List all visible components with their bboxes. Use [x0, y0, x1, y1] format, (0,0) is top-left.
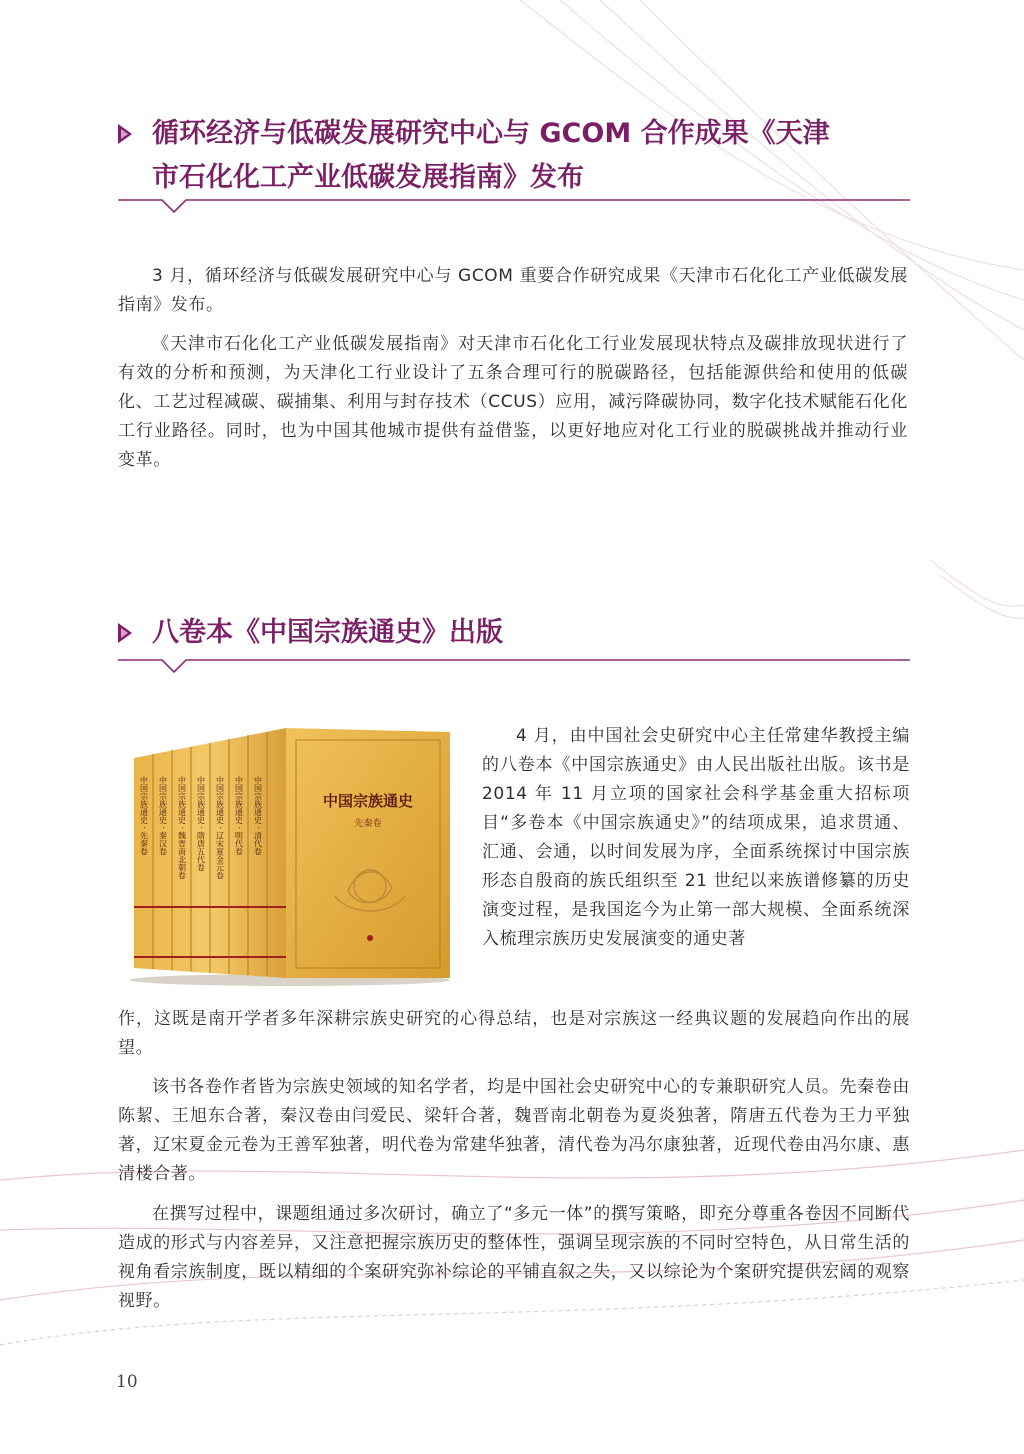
book-spine-label: 中国宗族通史 · 明代卷 [234, 776, 244, 856]
book-spine-label: 中国宗族通史 · 清代卷 [253, 776, 263, 856]
section1-title-line2: 市石化化工产业低碳发展指南》发布 [152, 162, 584, 193]
book-spine-label: 中国宗族通史 · 先秦卷 [139, 776, 149, 856]
book-spine-label: 中国宗族通史 · 魏晋南北朝卷 [177, 776, 187, 880]
section1-title-line1: 循环经济与低碳发展研究中心与 GCOM 合作成果《天津 [152, 118, 830, 149]
play-marker-icon [118, 124, 134, 144]
book-cover-title: 中国宗族通史 [322, 792, 414, 810]
section2-intro-continued: 作，这既是南开学者多年深耕宗族史研究的心得总结，也是对宗族这一经典议题的发展趋向作出的展望。 [118, 1009, 910, 1058]
book-spine-label: 中国宗族通史 · 隋唐五代卷 [196, 776, 206, 872]
page-number: 10 [116, 1372, 138, 1392]
section2-title-text: 八卷本《中国宗族通史》出版 [152, 617, 503, 648]
section1-paragraph-1: 3 月，循环经济与低碳发展研究中心与 GCOM 重要合作研究成果《天津市石化化工产业低碳发展指南》发布。 [118, 266, 908, 315]
section1-title [118, 112, 918, 200]
section1-title-rule [118, 190, 910, 214]
play-marker-icon [118, 623, 134, 643]
book-cover-subtitle: 先秦卷 [354, 819, 382, 829]
book-spines [134, 728, 286, 978]
section2-title [118, 611, 918, 655]
section2-paragraph-1: 该书各卷作者皆为宗族史领域的知名学者，均是中国社会史研究中心的专兼职研究人员。先秦卷由陈絜、王旭东合著，秦汉卷由闫爱民、梁轩合著，魏晋南北朝卷为夏炎独著，隋唐五代卷为王力平独著，辽宋夏金元卷为王善军独著，明代卷为常建华独著，清代卷为冯尔康独著，近现代卷由冯尔康、惠清楼合著。 [118, 1077, 910, 1184]
book-set-image [120, 716, 450, 988]
section1-paragraph-2: 《天津市石化化工产业低碳发展指南》对天津市石化化工行业发展现状特点及碳排放现状进行了有效的分析和预测，为天津化工行业设计了五条合理可行的脱碳路径，包括能源供给和使用的低碳化、工艺过程减碳、碳捕集、利用与封存技术（CCUS）应用，减污降碳协同，数字化技术赋能石化化工行业路径。同时，也为中国其他城市提供有益借鉴，以更好地应对化工行业的脱碳挑战并推动行业变革。 [118, 334, 908, 470]
section2-intro-wrapped: 4 月，由中国社会史研究中心主任常建华教授主编的八卷本《中国宗族通史》由人民出版社出版。该书是 2014 年 11 月立项的国家社会科学基金重大招标项目“多卷本《中国宗族通史》”的结项成果，追求贯通、汇通、会通，以时间发展为序，全面系统探讨中国宗族形态自殷商的族氏组织至 21 世纪以来族谱修纂的历史演变过程，是我国迄今为止第一部大规模、全面系统深入梳理宗族历史发展演变的通史著 [482, 726, 910, 949]
book-spine-label: 中国宗族通史 · 秦汉卷 [158, 776, 168, 856]
book-spine-label: 中国宗族通史 · 辽宋夏金元卷 [215, 776, 225, 880]
section2-paragraph-2: 在撰写过程中，课题组通过多次研讨，确立了“多元一体”的撰写策略，即充分尊重各卷因不同断代造成的形式与内容差异，又注意把握宗族历史的整体性，强调呈现宗族的不同时空特色，从日常生活的视角看宗族制度，既以精细的个案研究弥补综论的平铺直叙之失，又以综论为个案研究提供宏阔的观察视野。 [118, 1204, 911, 1311]
book-front-cover [286, 728, 450, 978]
section2-title-rule [118, 650, 910, 674]
